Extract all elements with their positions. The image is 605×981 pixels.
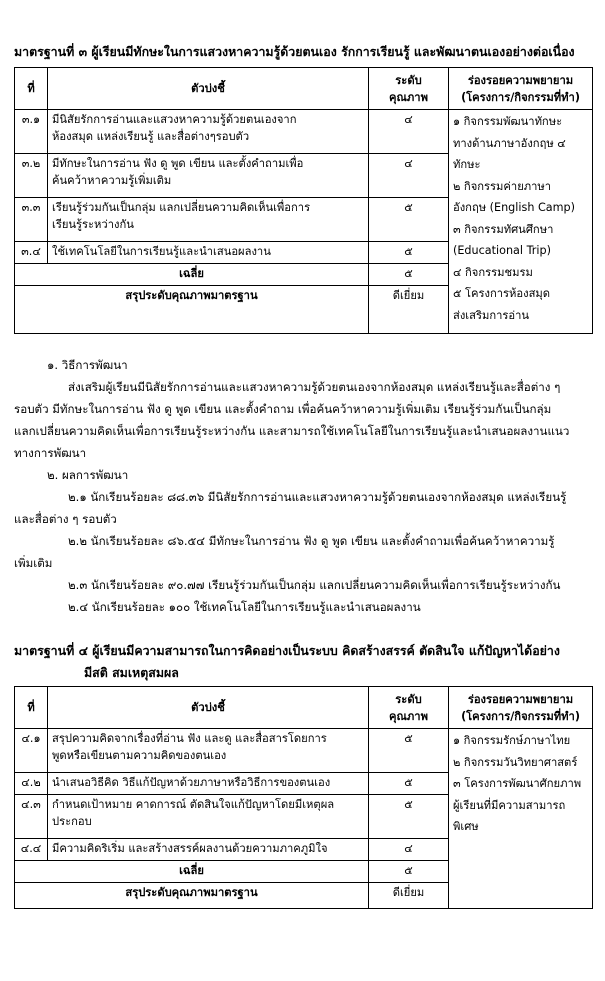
- standard4-title: มาตรฐานที่ ๔ ผู้เรียนมีความสามารถในการคิดอย่างเป็นระบบ คิดสร้างสรรค์ ตัดสินใจ แก้ปัญหาได้อย่าง: [14, 643, 560, 658]
- result-line: ๒.๑ นักเรียนร้อยละ ๘๘.๓๖ มีนิสัยรักการอ่านและแสวงหาความรู้ด้วยตนเองจากห้องสมุด แหล่งเรียนรู้: [68, 490, 567, 504]
- method-line: แลกเปลี่ยนความคิดเห็นเพื่อการเรียนรู้ระหว่างกัน และสามารถใช้เทคโนโลยีในการเรียนรู้และนำเสนอผลงานแนว: [14, 424, 570, 438]
- row-indicator: เรียนรู้ร่วมกันเป็นกลุ่ม แลกเปลี่ยนความคิดเห็นเพื่อการ เรียนรู้ระหว่างกัน: [48, 198, 369, 242]
- summary-value: ดีเยี่ยม: [369, 883, 449, 909]
- header-no: ที่: [15, 687, 48, 729]
- average-label: เฉลี่ย: [15, 264, 369, 286]
- result-heading: ๒. ผลการพัฒนา: [47, 468, 129, 482]
- row-indicator: มีความคิดริเริ่ม และสร้างสรรค์ผลงานด้วยความภาคภูมิใจ: [48, 839, 369, 861]
- average-value: ๕: [369, 861, 449, 883]
- standard3-projects: ๑ กิจกรรมพัฒนาทักษะ ทางด้านภาษาอังกฤษ ๔ ทักษะ ๒ กิจกรรมค่ายภาษา อังกฤษ (English Camp) ๓ กิจกรรมทัศนศึกษา (Educational Trip) ๔ กิจกรรมชมรม ๕ โครงการห้องสมุด ส่งเสริมการอ่าน: [449, 110, 593, 334]
- method-heading: ๑. วิธีการพัฒนา: [47, 358, 128, 372]
- standard4-table: [14, 686, 593, 909]
- header-indicator: ตัวบ่งชี้: [48, 68, 369, 110]
- row-level: ๕: [369, 242, 449, 264]
- row-number: ๔.๒: [15, 773, 48, 795]
- average-value: ๕: [369, 264, 449, 286]
- row-indicator: มีทักษะในการอ่าน ฟัง ดู พูด เขียน และตั้งคำถามเพื่อ ค้นคว้าหาความรู้เพิ่มเติม: [48, 154, 369, 198]
- result-line: ๒.๔ นักเรียนร้อยละ ๑๐๐ ใช้เทคโนโลยีในการเรียนรู้และนำเสนอผลงาน: [68, 600, 421, 614]
- row-level: ๔: [369, 110, 449, 154]
- table-row: [15, 110, 593, 154]
- standard4-projects: ๑ กิจกรรมรักษ์ภาษาไทย ๒ กิจกรรมวันวิทยาศาสตร์ ๓ โครงการพัฒนาศักยภาพ ผู้เรียนที่มีความสามารถ พิเศษ: [449, 729, 593, 909]
- standard3-table: [14, 67, 593, 334]
- row-indicator: นำเสนอวิธีคิด วิธีแก้ปัญหาด้วยภาษาหรือวิธีการของตนเอง: [48, 773, 369, 795]
- method-line: รอบตัว มีทักษะในการอ่าน ฟัง ดู พูด เขียน และตั้งคำถาม เพื่อค้นคว้าหาความรู้เพิ่มเติม เรียนรู้ร่วมกันเป็นกลุ่ม: [14, 402, 552, 416]
- summary-label: สรุประดับคุณภาพมาตรฐาน: [15, 286, 369, 334]
- row-indicator: ใช้เทคโนโลยีในการเรียนรู้และนำเสนอผลงาน: [48, 242, 369, 264]
- header-indicator: ตัวบ่งชี้: [48, 687, 369, 729]
- method-line: ส่งเสริมผู้เรียนมีนิสัยรักการอ่านและแสวงหาความรู้ด้วยตนเองจากห้องสมุด แหล่งเรียนรู้และสื่อต่าง ๆ: [68, 380, 561, 394]
- result-line: และสื่อต่าง ๆ รอบตัว: [14, 512, 117, 526]
- summary-value: ดีเยี่ยม: [369, 286, 449, 334]
- row-number: ๓.๓: [15, 198, 48, 242]
- row-level: ๔: [369, 154, 449, 198]
- row-number: ๓.๔: [15, 242, 48, 264]
- table-header-row: [15, 687, 593, 729]
- table-header-row: [15, 68, 593, 110]
- result-line: เพิ่มเติม: [14, 556, 53, 570]
- average-label: เฉลี่ย: [15, 861, 369, 883]
- header-evidence: ร่องรอยความพยายาม (โครงการ/กิจกรรมที่ทำ): [449, 687, 593, 729]
- standard4-title-cont: มีสติ สมเหตุสมผล: [84, 665, 179, 680]
- row-level: ๕: [369, 198, 449, 242]
- row-level: ๕: [369, 795, 449, 839]
- header-level: ระดับ คุณภาพ: [369, 68, 449, 110]
- row-number: ๓.๑: [15, 110, 48, 154]
- row-number: ๔.๔: [15, 839, 48, 861]
- method-line: ทางการพัฒนา: [14, 446, 87, 460]
- row-number: ๓.๒: [15, 154, 48, 198]
- header-level: ระดับ คุณภาพ: [369, 687, 449, 729]
- header-no: ที่: [15, 68, 48, 110]
- row-level: ๔: [369, 839, 449, 861]
- result-line: ๒.๓ นักเรียนร้อยละ ๙๐.๗๗ เรียนรู้ร่วมกันเป็นกลุ่ม แลกเปลี่ยนความคิดเห็นเพื่อการเรียนรู้ระหว่างกัน: [68, 578, 561, 592]
- standard3-title: มาตรฐานที่ ๓ ผู้เรียนมีทักษะในการแสวงหาความรู้ด้วยตนเอง รักการเรียนรู้ และพัฒนาตนเองอย่างต่อเนื่อง: [14, 44, 575, 59]
- result-line: ๒.๒ นักเรียนร้อยละ ๘๖.๕๔ มีทักษะในการอ่าน ฟัง ดู พูด เขียน และตั้งคำถามเพื่อค้นคว้าหาความรู้: [68, 534, 555, 548]
- header-evidence: ร่องรอยความพยายาม (โครงการ/กิจกรรมที่ทำ): [449, 68, 593, 110]
- row-level: ๕: [369, 729, 449, 773]
- table-row: [15, 729, 593, 773]
- row-indicator: สรุปความคิดจากเรื่องที่อ่าน ฟัง และดู และสื่อสารโดยการ พูดหรือเขียนตามความคิดของตนเอง: [48, 729, 369, 773]
- row-number: ๔.๑: [15, 729, 48, 773]
- row-level: ๕: [369, 773, 449, 795]
- summary-label: สรุประดับคุณภาพมาตรฐาน: [15, 883, 369, 909]
- row-number: ๔.๓: [15, 795, 48, 839]
- row-indicator: กำหนดเป้าหมาย คาดการณ์ ตัดสินใจแก้ปัญหาโดยมีเหตุผล ประกอบ: [48, 795, 369, 839]
- row-indicator: มีนิสัยรักการอ่านและแสวงหาความรู้ด้วยตนเองจาก ห้องสมุด แหล่งเรียนรู้ และสื่อต่างๆรอบตัว: [48, 110, 369, 154]
